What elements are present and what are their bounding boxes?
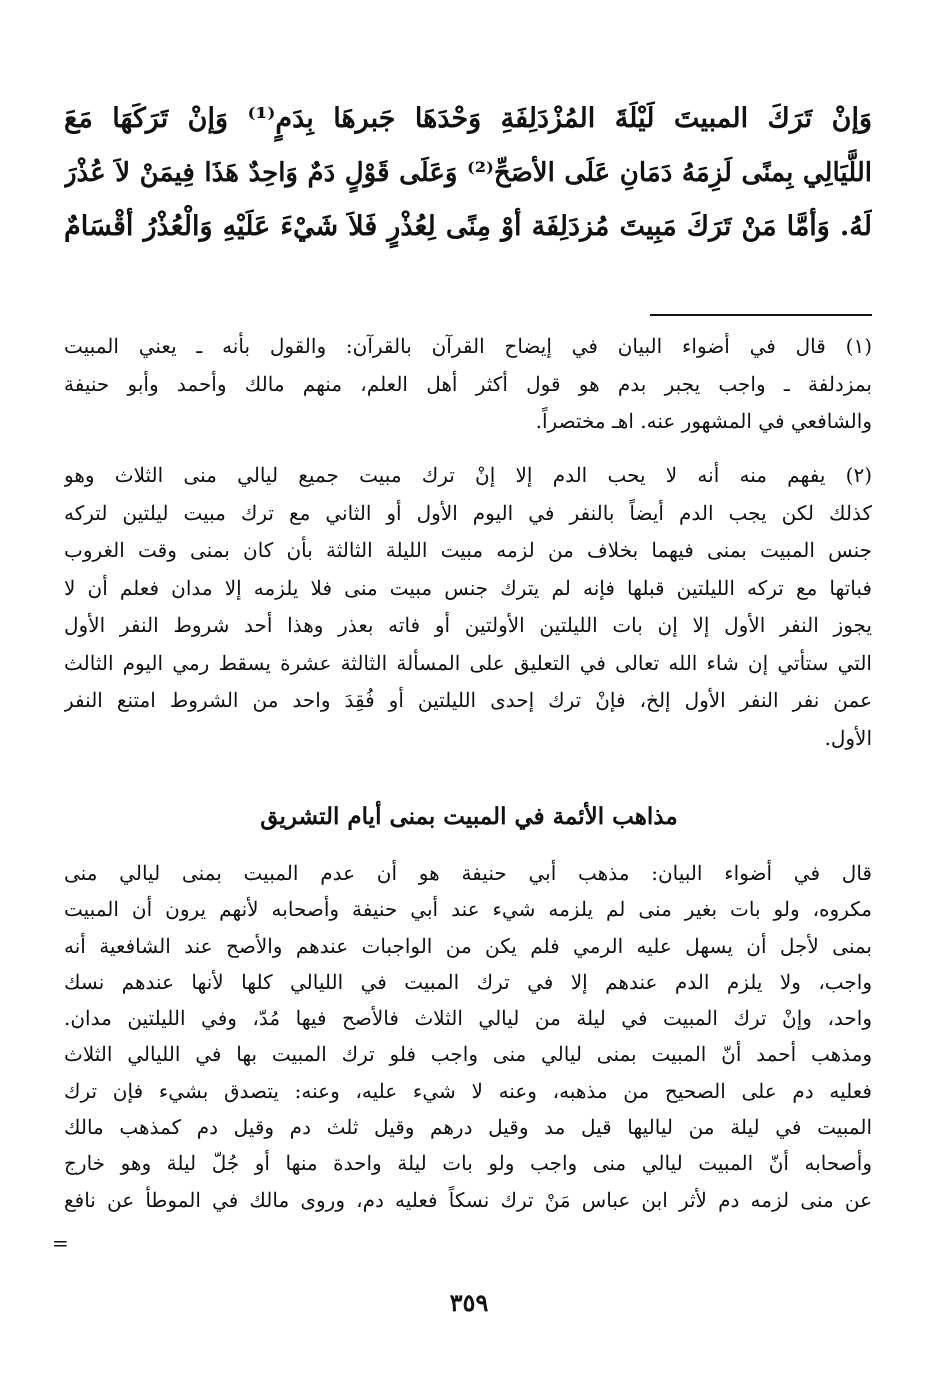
main-text-line: اللَّيَالِي بِمنًى لَزِمَهُ دَمَانِ عَلَى الأصَحِّ⁽²⁾ وَعَلَى قَوْلٍ دَمٌ وَاحِدٌ هَذَا فِيمَنْ لاَ عُذْرَ [64, 158, 872, 188]
footnote-line: (٢) يفهم منه أنه لا يحب الدم إلا إنْ ترك مبيت جميع ليالي منى الثلاث وهو [64, 463, 872, 487]
main-text-line: لَهُ. وَأمَّا مَنْ تَرَكَ مَبِيتَ مُزدَلِفَة أوْ مِنًى لِعُذْرٍ فَلاَ شَيْءَ عَلَيْهِ وَالْعُذْرُ أقْسَامٌ [64, 211, 872, 242]
main-text-line: وَإنْ تَرَكَ المبيتَ لَيْلَةَ المُزْدَلِفَةِ وَحْدَهَا جَبرهَا بِدَمٍ⁽¹⁾ وَإنْ تَرَكَهَا مَعَ [64, 103, 872, 134]
footnote-line: جنس المبيت بمنى فيهما بخلاف من لزمه مبيت الليلة الثالثة بأن كان بمنى وقت الغروب [64, 538, 872, 562]
footnote-line: يجوز النفر الأول إلا إن بات الليلتين الأولتين أو فاته بعذر وهذا أحد شروط النفر الأول [64, 613, 872, 637]
body-line: فعليه دم على الصحيح من مذهبه، وعنه لا شيء عليه، وعنه: يتصدق بشيء فإن ترك [64, 1078, 872, 1103]
footnote-line: التي ستأتي إن شاء الله تعالى في التعليق على المسألة الثالثة عشرة يسقط رمي اليوم الثالث [64, 650, 872, 675]
footnote-line: الأول. [824, 725, 872, 750]
body-line: وأصحابه أنّ المبيت ليالي منى واجب ولو بات ليلة واحدة منها أو جُلّ ليلة وهو خارج [64, 1151, 872, 1176]
body-line: عن منى لزمه دم لأثر ابن عباس مَنْ ترك نسكاً فعليه دم، وروى مالك في الموطأ عن نافع [64, 1187, 872, 1212]
body-line: ومذهب أحمد أنّ المبيت بمنى ليالي منى واجب فلو ترك المبيت بها في الليالي الثلاث [64, 1042, 872, 1067]
footnote-2 [64, 457, 872, 757]
footnote-line: والشافعي في المشهور عنه. اهـ مختصراً. [535, 409, 872, 433]
section-heading: مذاهب الأئمة في المبيت بمنى أيام التشريق [260, 803, 678, 830]
body-line: واحد، وإنْ ترك المبيت في ليلة من ليالي الثلاث فالأصح فيها مُدّ، وفي الليلتين مدان. [64, 1006, 872, 1031]
body-line: بمنى لأجل أن يسهل عليه الرمي فلم يكن من الواجبات عندهم والأصح عند الشافعية أنه [64, 933, 872, 958]
page-number: ٣٥٩ [449, 1288, 489, 1317]
footnote-line: فباتها مع تركه الليلتين قبلها فإنه لم يترك جنس مبيت منى فلا يلزمه إلا مدان فعلم أن لا [64, 575, 872, 600]
footnote-separator [650, 314, 872, 316]
body-line: قال في أضواء البيان: مذهب أبي حنيفة هو أن عدم المبيت بمنى ليالي منى [64, 861, 872, 885]
body-line: مكروه، ولو بات بغير منى لم يلزمه شيء عند أبي حنيفة وأصحابه لأنهم يرون أن المبيت [64, 897, 872, 922]
footnote-line: كذلك لكن يجب الدم أيضاً بالنفر في اليوم الأول أو الثاني مع ترك مبيت ليلتين لتركه [64, 500, 872, 525]
main-text [64, 92, 872, 254]
footnote-line: (١) قال في أضواء البيان في إيضاح القرآن بالقرآن: والقول بأنه ـ يعني المبيت [64, 334, 872, 358]
footnote-line: عمن نفر النفر الأول إلخ، فإنْ ترك إحدى الليلتين أو فُقِدَ واحد من الشروط امتنع النفر [64, 688, 872, 712]
body-line: واجب، ولا يلزم الدم عندهم إلا في ترك المبيت في الليالي كلها لأنها عندهم نسك [64, 969, 872, 994]
continuation-mark: = [52, 1231, 69, 1255]
body-line: المبيت في ليلة من لياليها قيل مد وقيل درهم وقيل ثلث دم وقيل دم كمذهب مالك [64, 1115, 872, 1140]
body-text [64, 855, 872, 1218]
footnote-1 [64, 328, 872, 441]
footnote-line: بمزدلفة ـ واجب يجبر بدم هو قول أكثر أهل العلم، منهم مالك وأحمد وأبو حنيفة [64, 371, 872, 396]
